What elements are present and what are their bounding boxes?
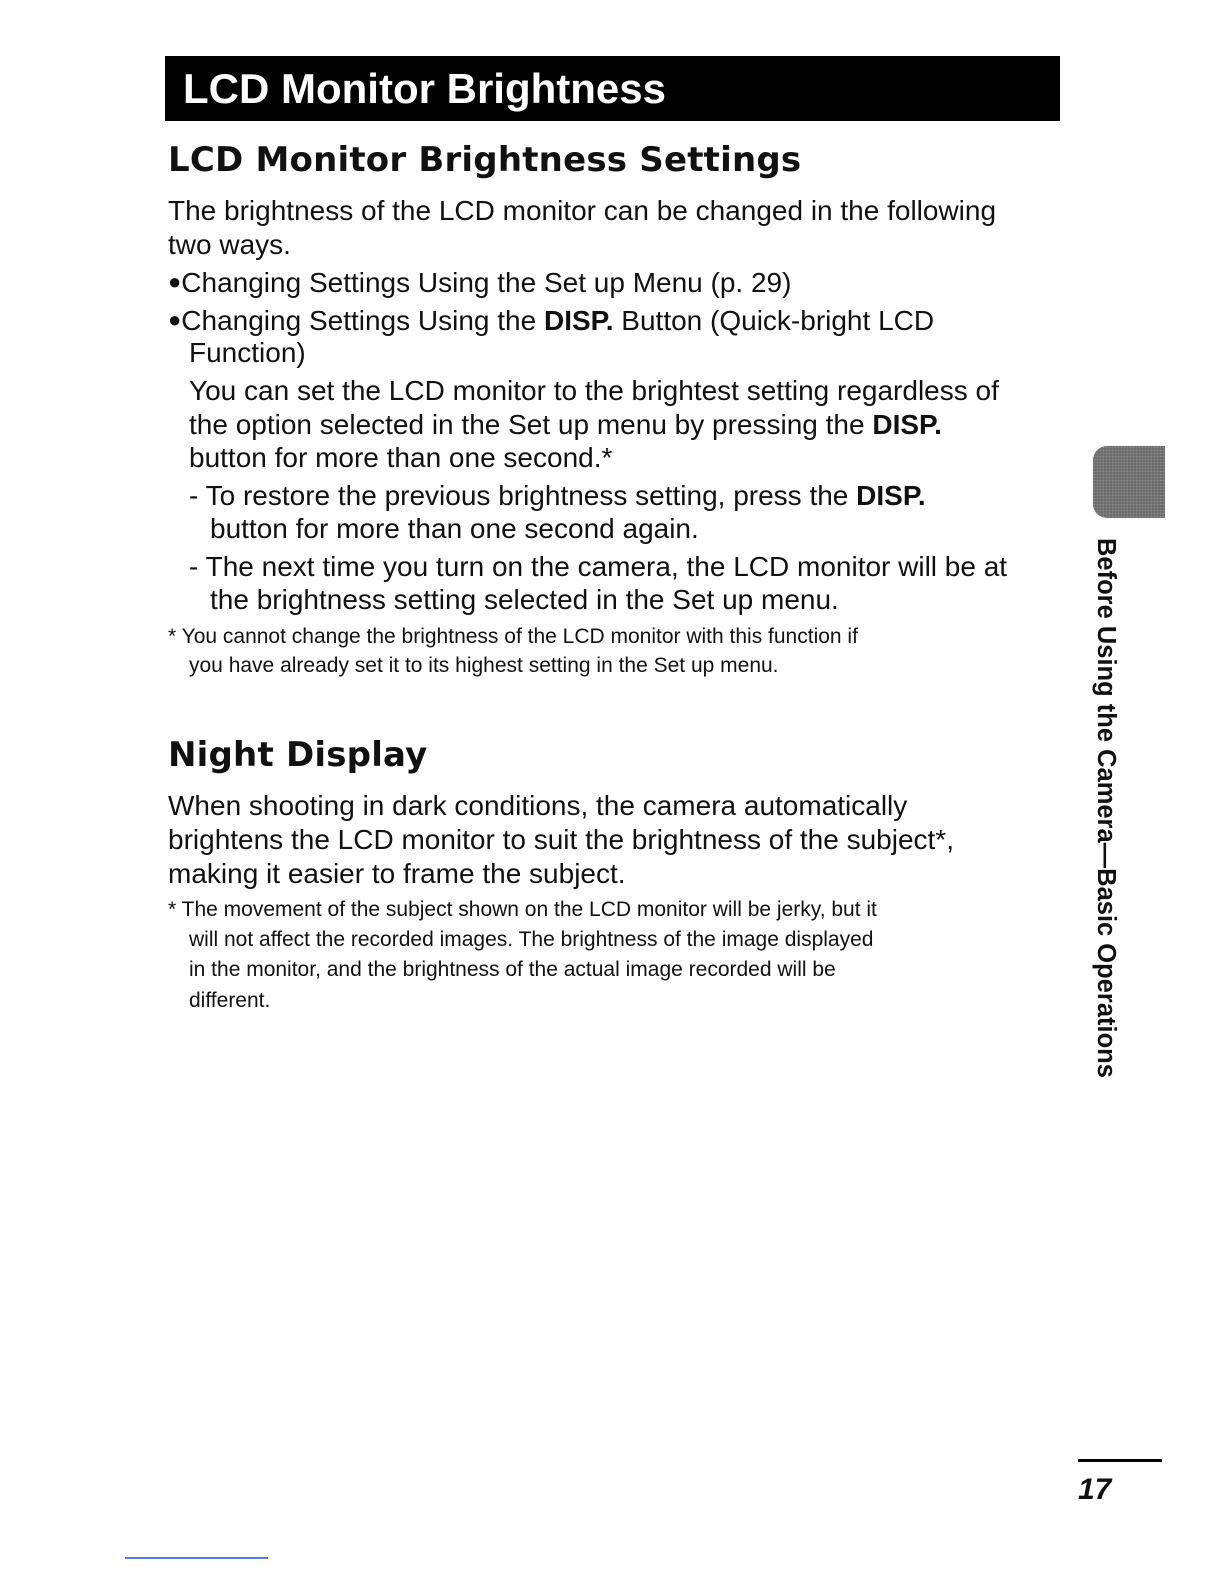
settings-footnote-line-2: you have already set it to its highest setting in the Set up menu.	[189, 654, 779, 677]
night-line-3: making it easier to frame the subject.	[168, 858, 626, 889]
dash-item-next-time-continued: the brightness setting selected in the Set up menu.	[210, 584, 839, 615]
disp-button-label: DISP.	[872, 409, 942, 440]
section-heading-night-display: Night Display	[168, 735, 428, 775]
detail-line-2	[189, 408, 942, 442]
page-number: 17	[1078, 1473, 1112, 1506]
night-line-1: When shooting in dark conditions, the camera automatically	[168, 790, 908, 821]
night-line-2: brightens the LCD monitor to suit the brightness of the subject*,	[168, 824, 954, 855]
dash-item-next-time: - The next time you turn on the camera, the LCD monitor will be at	[189, 551, 1008, 582]
bullet-icon: ●	[168, 269, 182, 294]
chapter-tab-marker	[1093, 446, 1165, 518]
bullet-text: Button (Quick-bright LCD	[613, 305, 935, 336]
section-heading-settings: LCD Monitor Brightness Settings	[168, 140, 802, 180]
settings-intro-line-1: The brightness of the LCD monitor can be changed in the following	[168, 195, 997, 226]
detail-line-3: button for more than one second.*	[189, 442, 613, 473]
detail-text: the option selected in the Set up menu by pressing the	[189, 409, 873, 440]
night-footnote-line-2: will not affect the recorded images. The brightness of the image displayed	[189, 928, 874, 951]
night-footnote-line-4: different.	[189, 989, 271, 1012]
night-footnote-line-1: * The movement of the subject shown on the LCD monitor will be jerky, but it	[168, 898, 877, 921]
bottom-divider	[125, 1557, 268, 1559]
settings-footnote-line-1: * You cannot change the brightness of the LCD monitor with this function if	[168, 625, 858, 648]
dash-item-restore-continued: button for more than one second again.	[210, 513, 699, 544]
disp-button-label: DISP.	[856, 480, 926, 511]
bullet-item-setup-menu	[168, 265, 791, 300]
dash-text: - To restore the previous brightness setting, press the	[189, 480, 857, 511]
bullet-item-disp-button	[168, 303, 934, 338]
page-number-rule	[1078, 1459, 1162, 1462]
night-footnote-line-3: in the monitor, and the brightness of the actual image recorded will be	[189, 958, 836, 981]
dash-item-restore	[189, 479, 926, 513]
bullet-text: Changing Settings Using the Set up Menu (p. 29)	[181, 267, 792, 298]
disp-button-label: DISP.	[543, 305, 614, 336]
settings-intro-line-2: two ways.	[168, 229, 291, 260]
page-title: LCD Monitor Brightness	[165, 56, 1060, 121]
bullet-continuation: Function)	[189, 337, 306, 368]
bullet-icon: ●	[168, 307, 182, 332]
bullet-text: Changing Settings Using the	[181, 305, 544, 336]
detail-line-1: You can set the LCD monitor to the brightest setting regardless of	[189, 375, 999, 406]
chapter-side-label: Before Using the Camera—Basic Operations	[1092, 538, 1120, 1078]
